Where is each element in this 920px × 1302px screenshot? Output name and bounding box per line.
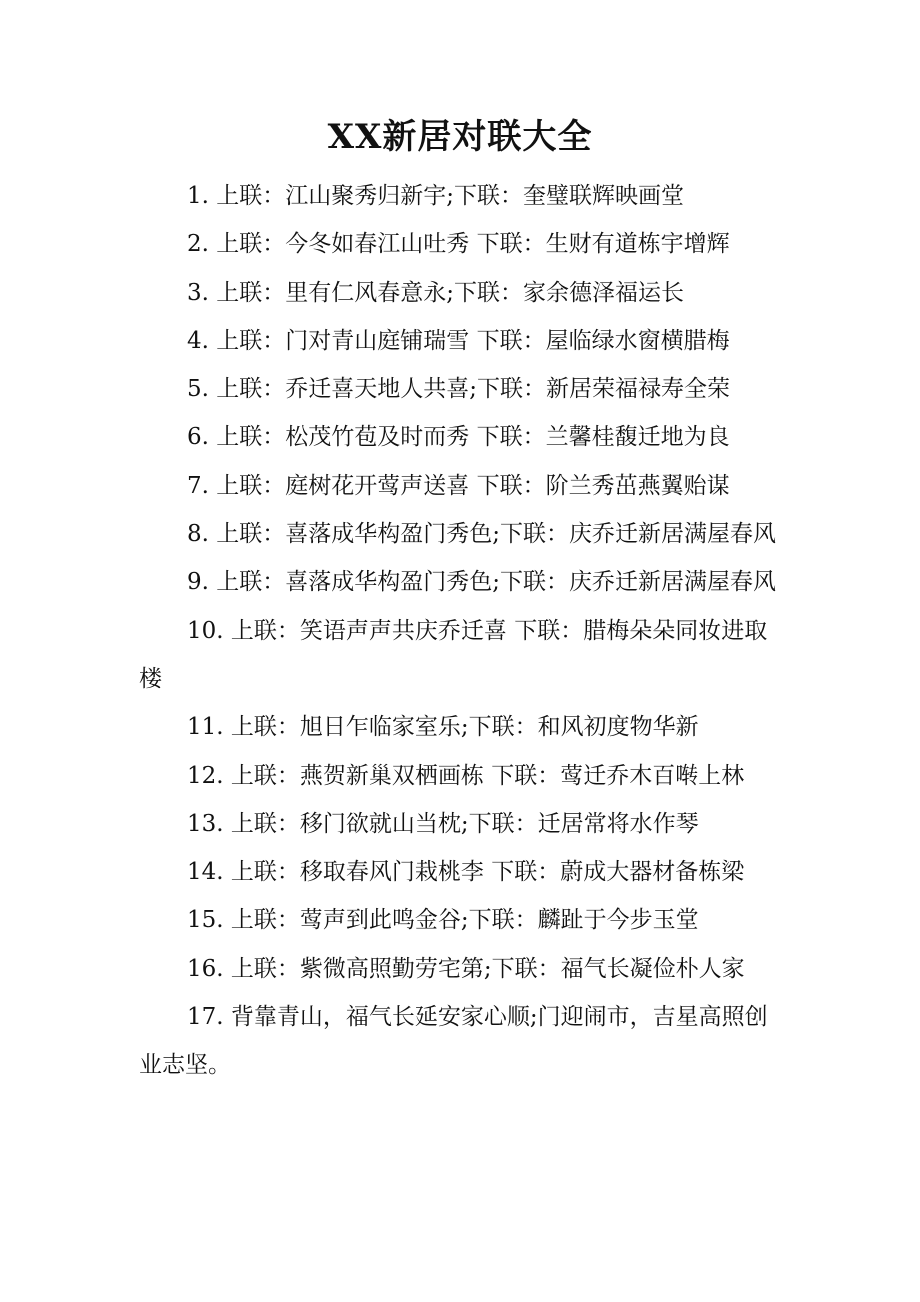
couplet-entry-3: 3. 上联：里有仁风春意永;下联：家余德泽福运长	[187, 279, 685, 306]
couplet-entry-6: 6. 上联：松茂竹苞及时而秀 下联：兰馨桂馥迁地为良	[187, 424, 730, 451]
couplet-entry-15: 15. 上联：莺声到此鸣金谷;下联：麟趾于今步玉堂	[187, 907, 699, 934]
couplet-entry-8: 8. 上联：喜落成华构盈门秀色;下联：庆乔迁新居满屋春风	[187, 521, 777, 548]
couplet-list	[139, 172, 789, 1090]
couplet-entry-11: 11. 上联：旭日乍临家室乐;下联：和风初度物华新	[187, 714, 699, 741]
couplet-entry-9: 9. 上联：喜落成华构盈门秀色;下联：庆乔迁新居满屋春风	[187, 569, 777, 596]
couplet-entry-17: 17. 背靠青山，福气长延安家心顺;门迎闹市，吉星高照创业志坚。	[139, 1004, 768, 1079]
couplet-entry-5: 5. 上联：乔迁喜天地人共喜;下联：新居荣福禄寿全荣	[187, 376, 731, 403]
couplet-entry-14: 14. 上联：移取春风门栽桃李 下联：蔚成大器材备栋梁	[187, 859, 745, 886]
couplet-entry-1: 1. 上联：江山聚秀归新宇;下联：奎璧联辉映画堂	[187, 183, 685, 209]
couplet-entry-7: 7. 上联：庭树花开莺声送喜 下联：阶兰秀茁燕翼贻谋	[187, 472, 730, 499]
couplet-entry-4: 4. 上联：门对青山庭铺瑞雪 下联：屋临绿水窗横腊梅	[187, 327, 730, 354]
couplet-entry-2: 2. 上联：今冬如春江山吐秀 下联：生财有道栋宇增辉	[187, 231, 730, 258]
couplet-entry-10: 10. 上联：笑语声声共庆乔迁喜 下联：腊梅朵朵同妆进取楼	[139, 617, 768, 692]
document-title: XX新居对联大全	[327, 117, 593, 157]
couplet-entry-12: 12. 上联：燕贺新巢双栖画栋 下联：莺迁乔木百啭上林	[187, 762, 745, 789]
couplet-entry-16: 16. 上联：紫微高照勤劳宅第;下联：福气长凝俭朴人家	[187, 955, 745, 982]
couplet-entry-13: 13. 上联：移门欲就山当枕;下联：迁居常将水作琴	[187, 810, 699, 837]
